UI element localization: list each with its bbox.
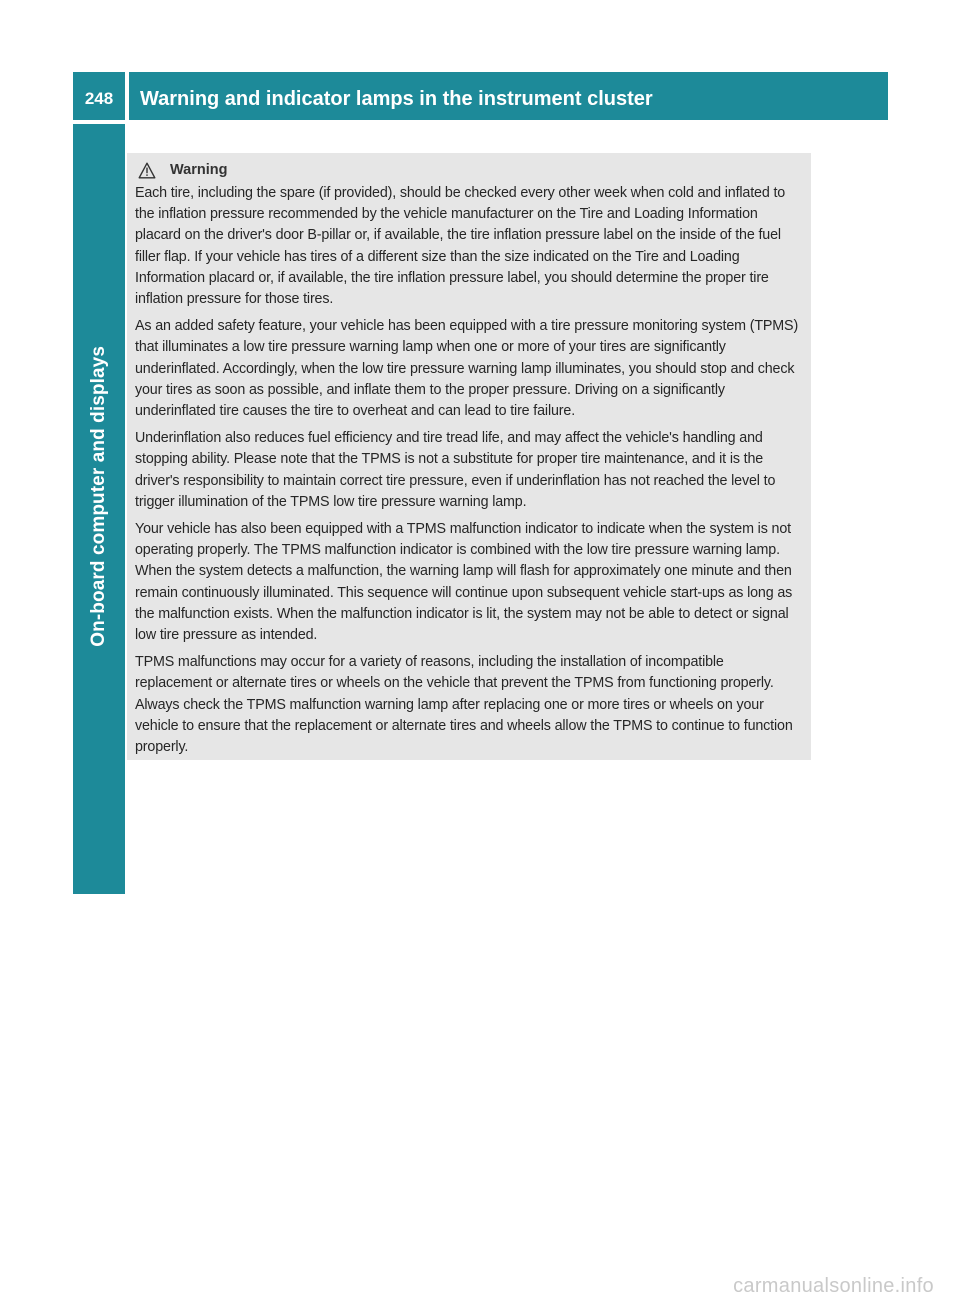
warning-box bbox=[127, 153, 811, 760]
warning-paragraph-5: TPMS malfunctions may occur for a variety of reasons, including the installation of incompatible replacement or alternate tires or wheels on the vehicle that prevent the TPMS from functioning properly. Always check the TPMS malfunction warning lamp after replacing one or more tires or wheels on your vehicle to ensure that the replacement or alternate tires and wheels allow the TPMS to continue to function properly. bbox=[135, 654, 793, 756]
warning-title: Warning bbox=[170, 162, 228, 178]
side-tab-label: On-board computer and displays bbox=[88, 345, 109, 647]
warning-paragraph-3: Underinflation also reduces fuel efficiency and tire tread life, and may affect the vehicle's handling and stopping ability. Please note that the TPMS is not a substitute for proper tire maintenance, and it is the driver's responsibility to maintain correct tire pressure, even if underinflation has not reached the level to trigger illumination of the TPMS low tire pressure warning lamp. bbox=[135, 430, 776, 510]
page-header bbox=[73, 72, 888, 120]
warning-paragraph-4: Your vehicle has also been equipped with a TPMS malfunction indicator to indicate when the system is not operating properly. The TPMS malfunction indicator is combined with the low tire pressure warning lamp. When the system detects a malfunction, the warning lamp will flash for approximately one minute and then remain continuously illuminated. This sequence will continue upon subsequent vehicle start-ups as long as the malfunction exists. When the malfunction indicator is lit, the system may not be able to detect or signal low tire pressure as intended. bbox=[135, 521, 793, 644]
warning-triangle-icon bbox=[138, 162, 156, 179]
side-tab bbox=[73, 124, 125, 894]
warning-paragraph-1: Each tire, including the spare (if provided), should be checked every other week when cold and inflated to the inflation pressure recommended by the vehicle manufacturer on the Tire and Loading Information placard on the driver's door B-pillar or, if available, the tire inflation pressure label on the inside of the fuel filler flap. If your vehicle has tires of a different size than the size indicated on the Tire and Loading Information placard or, if available, the tire inflation pressure label, you should determine the proper tire inflation pressure for those tires. bbox=[135, 185, 786, 308]
warning-paragraph-2: As an added safety feature, your vehicle has been equipped with a tire pressure monitoring system (TPMS) that illuminates a low tire pressure warning lamp when one or more of your tires are significantly underinflated. Accordingly, when the low tire pressure warning lamp illuminates, you should stop and check your tires as soon as possible, and inflate them to the proper pressure. Driving on a significantly underinflated tire causes the tire to overheat and can lead to tire failure. bbox=[135, 318, 799, 420]
page-number: 248 bbox=[73, 72, 125, 120]
footer-watermark: carmanualsonline.info bbox=[733, 1275, 934, 1297]
page-title: Warning and indicator lamps in the instrument cluster bbox=[129, 72, 888, 120]
warning-header bbox=[138, 159, 804, 181]
